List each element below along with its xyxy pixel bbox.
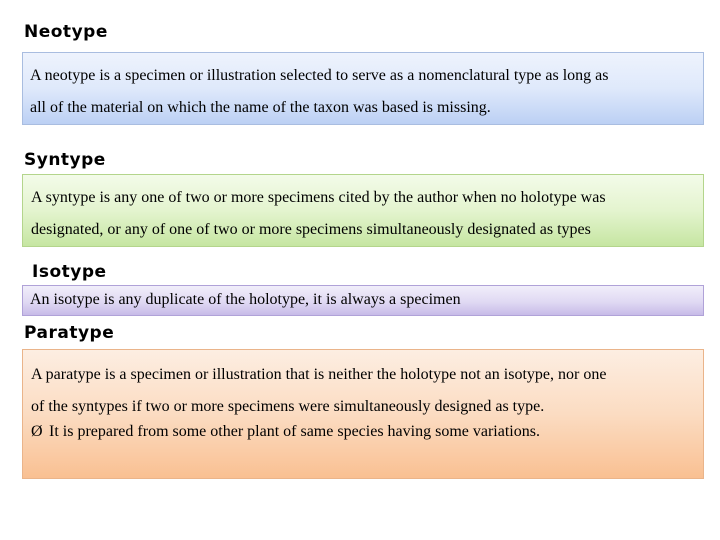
isotype-line-1: An isotype is any duplicate of the holotype, it is always a specimen bbox=[30, 291, 461, 308]
paratype-line-1: A paratype is a specimen or illustration that is neither the holotype not an isotype, nor one bbox=[31, 366, 607, 383]
syntype-line-2: designated, or any of one of two or more specimens simultaneously designated as types bbox=[31, 221, 591, 238]
arrow-bullet-icon: Ø bbox=[31, 423, 43, 440]
paratype-definition-box bbox=[22, 349, 704, 479]
syntype-definition-box bbox=[22, 174, 704, 247]
isotype-definition-box bbox=[22, 285, 704, 316]
neotype-line-1: A neotype is a specimen or illustration selected to serve as a nomenclatural type as long as bbox=[30, 67, 609, 84]
paratype-heading: Paratype bbox=[24, 323, 115, 343]
syntype-heading: Syntype bbox=[24, 150, 106, 170]
paratype-bullet-text: It is prepared from some other plant of same species having some variations. bbox=[49, 423, 540, 440]
neotype-definition-box bbox=[22, 52, 704, 125]
paratype-bullet-item bbox=[31, 423, 540, 441]
paratype-line-2: of the syntypes if two or more specimens were simultaneously designed as type. bbox=[31, 398, 545, 415]
neotype-heading: Neotype bbox=[24, 22, 108, 42]
isotype-heading: Isotype bbox=[32, 262, 107, 282]
syntype-line-1: A syntype is any one of two or more specimens cited by the author when no holotype was bbox=[31, 189, 606, 206]
neotype-line-2: all of the material on which the name of the taxon was based is missing. bbox=[30, 99, 491, 116]
